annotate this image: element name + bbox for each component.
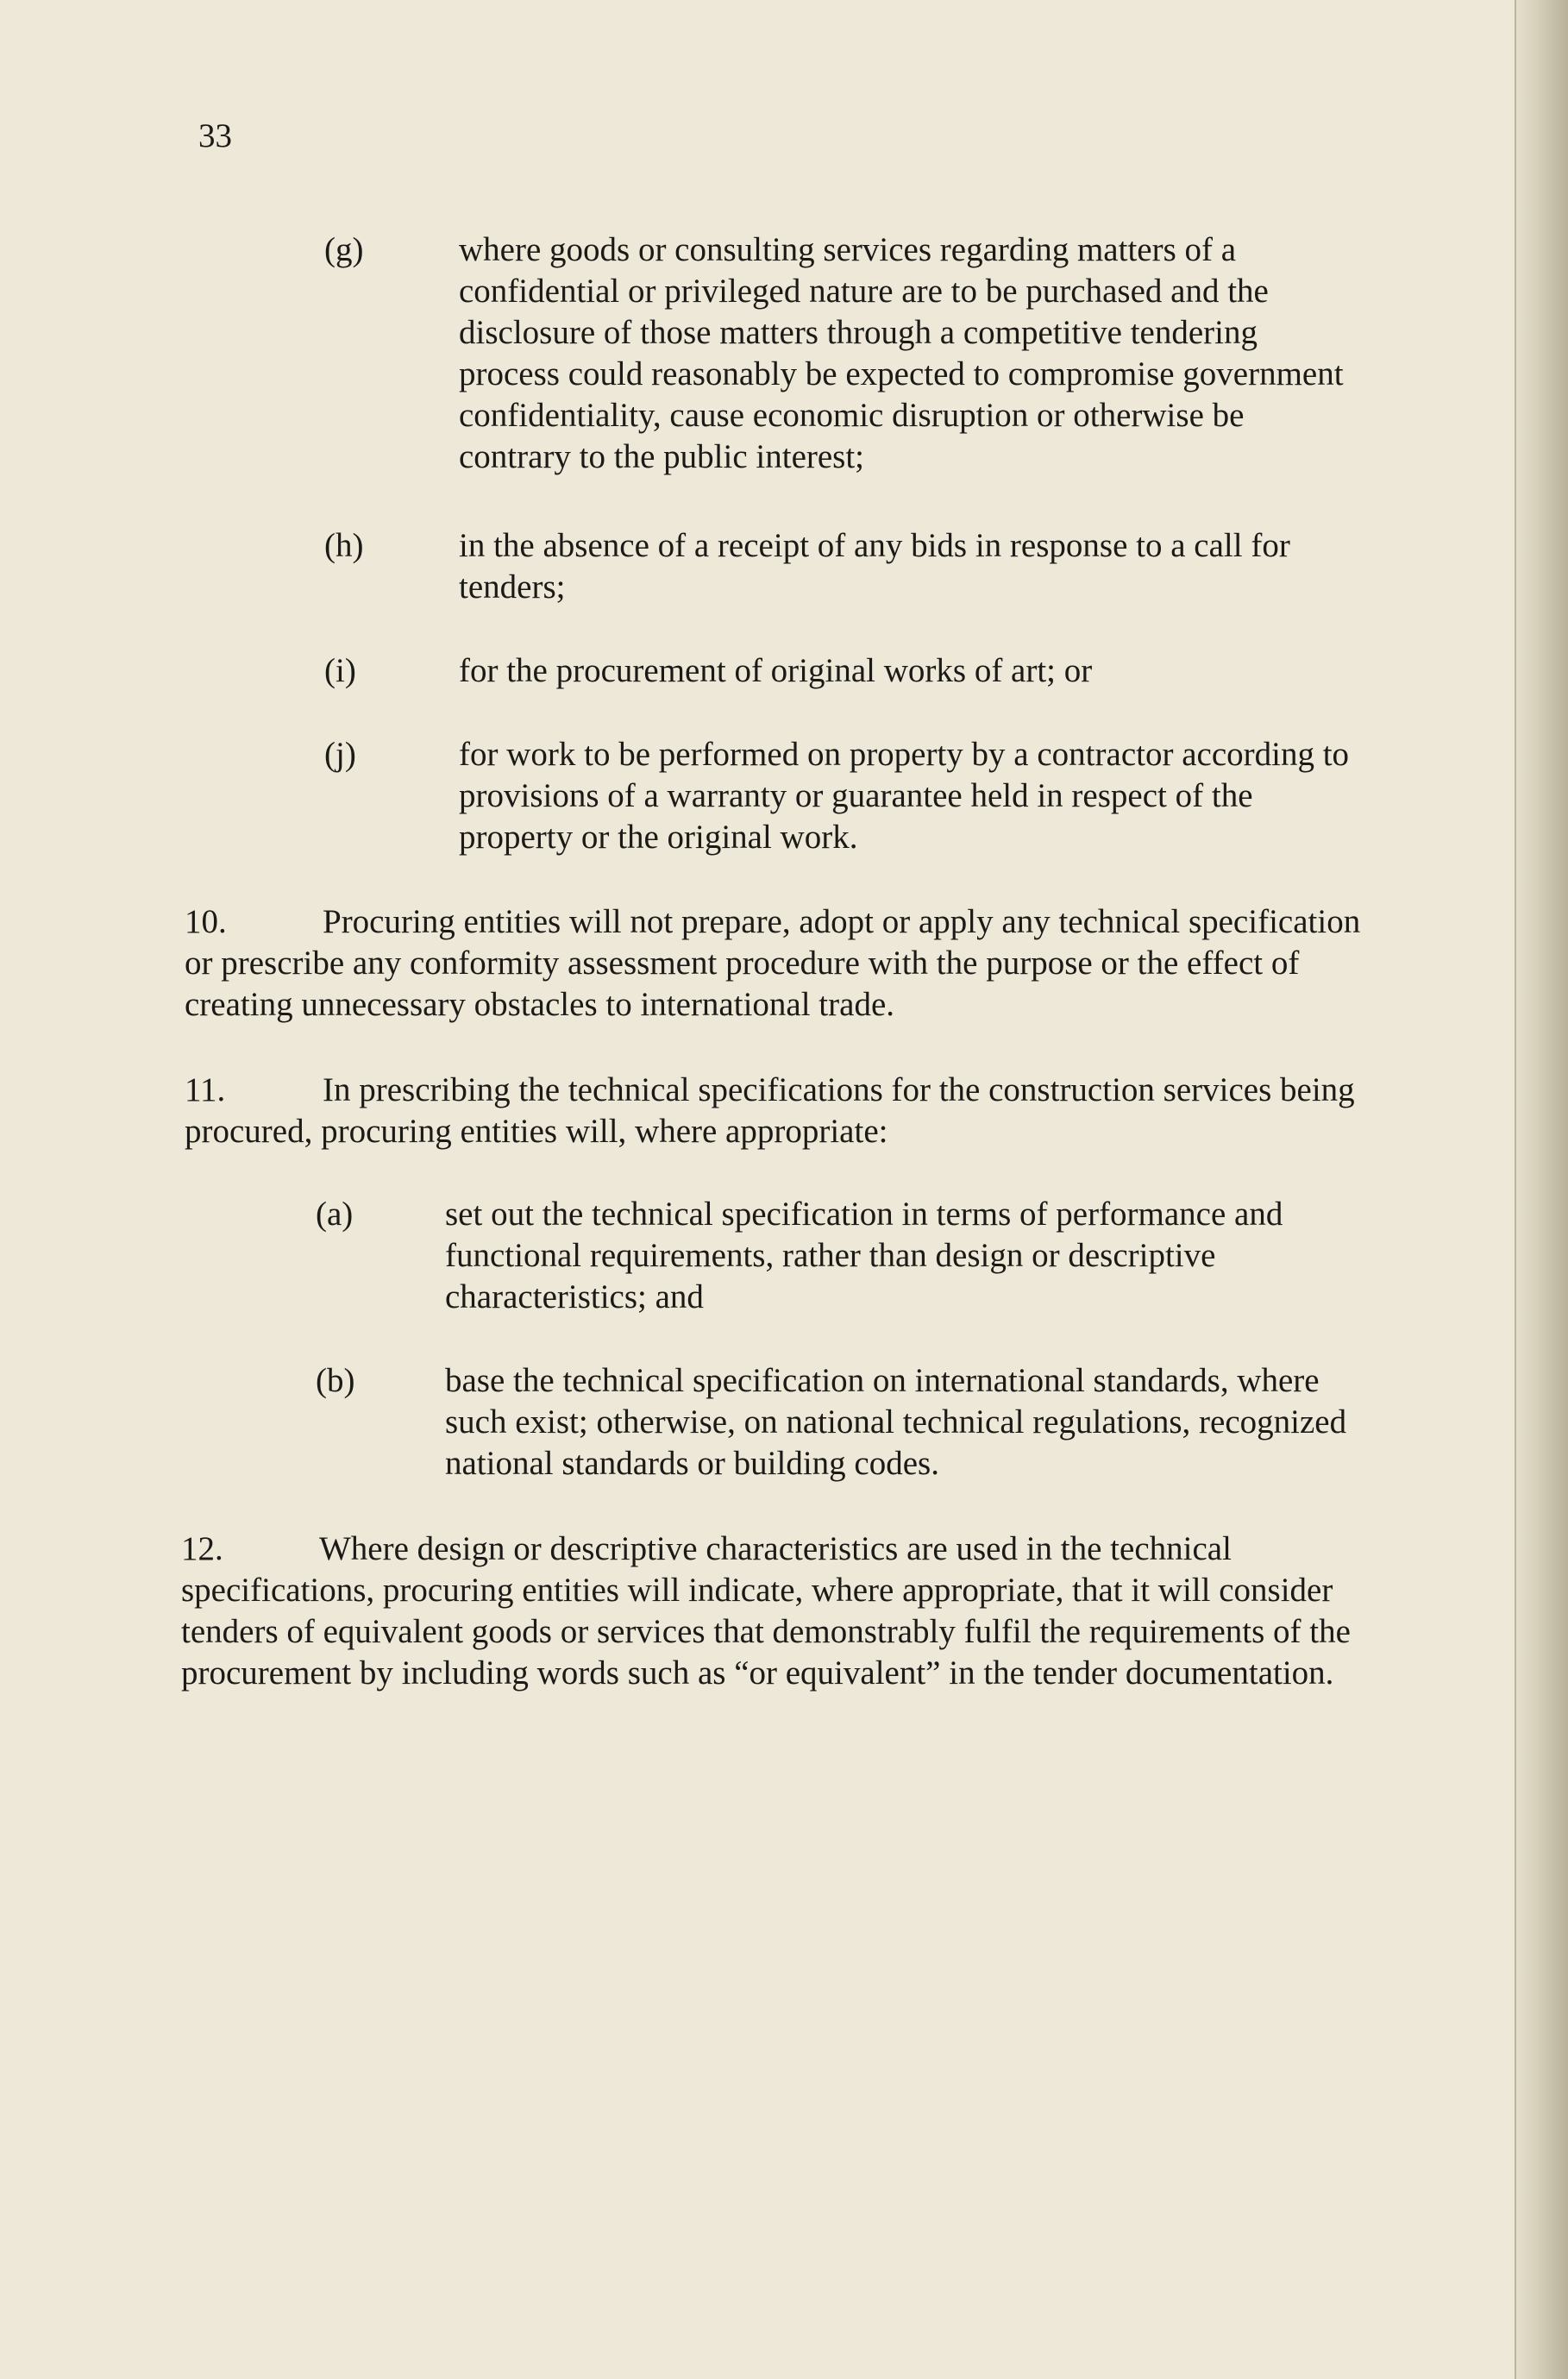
item-label-j: (j) bbox=[324, 736, 356, 773]
item-text-h: in the absence of a receipt of any bids in response to a call for tenders; bbox=[459, 527, 1290, 606]
item-label-a: (a) bbox=[316, 1196, 354, 1233]
item-label-b: (b) bbox=[316, 1362, 355, 1399]
item-label-g: (g) bbox=[324, 231, 364, 268]
paragraph-12 bbox=[181, 1528, 1371, 1694]
paragraph-11-text: In prescribing the technical specifications for the construction services being procured, procuring entities will, where appropriate: bbox=[185, 1071, 1355, 1150]
paragraph-10 bbox=[185, 901, 1375, 1026]
page-number: 33 bbox=[198, 117, 232, 154]
item-text-g: where goods or consulting services regarding matters of a confidential or privileged nature are to be purchased and the disclosure of those matters through a competitive tendering process could reasonably be expected to compromise government confidentiality, cause economic disruption or otherwise be contrary to the public interest; bbox=[459, 231, 1344, 475]
paragraph-10-number: 10. bbox=[185, 903, 227, 940]
paragraph-12-text: Where design or descriptive characteristics are used in the technical specifications, procuring entities will indicate, where appropriate, that it will consider tenders of equivalent goods or services that demonstrably fulfil the requirements of the procurement by including words such as “or equivalent” in the tender documentation. bbox=[181, 1530, 1351, 1692]
book-spine-shadow bbox=[1515, 0, 1568, 2379]
item-label-h: (h) bbox=[324, 527, 364, 564]
item-text-a: set out the technical specification in terms of performance and functional requirements, rather than design or descriptive characteristics; and bbox=[445, 1196, 1283, 1315]
paragraph-12-number: 12. bbox=[181, 1530, 223, 1567]
item-text-i: for the procurement of original works of art; or bbox=[459, 652, 1093, 689]
paragraph-11 bbox=[185, 1070, 1375, 1152]
item-label-i: (i) bbox=[324, 652, 356, 689]
paragraph-10-text: Procuring entities will not prepare, adopt or apply any technical specification or prescribe any conformity assessment procedure with the purpose or the effect of creating unnecessary obstacles to international trade. bbox=[185, 903, 1361, 1023]
item-text-j: for work to be performed on property by a contractor according to provisions of a warranty or guarantee held in respect of the property or the original work. bbox=[459, 736, 1350, 856]
item-text-b: base the technical specification on international standards, where such exist; otherwise, on national technical regulations, recognized national standards or building codes. bbox=[445, 1362, 1347, 1482]
paragraph-11-number: 11. bbox=[185, 1071, 226, 1108]
